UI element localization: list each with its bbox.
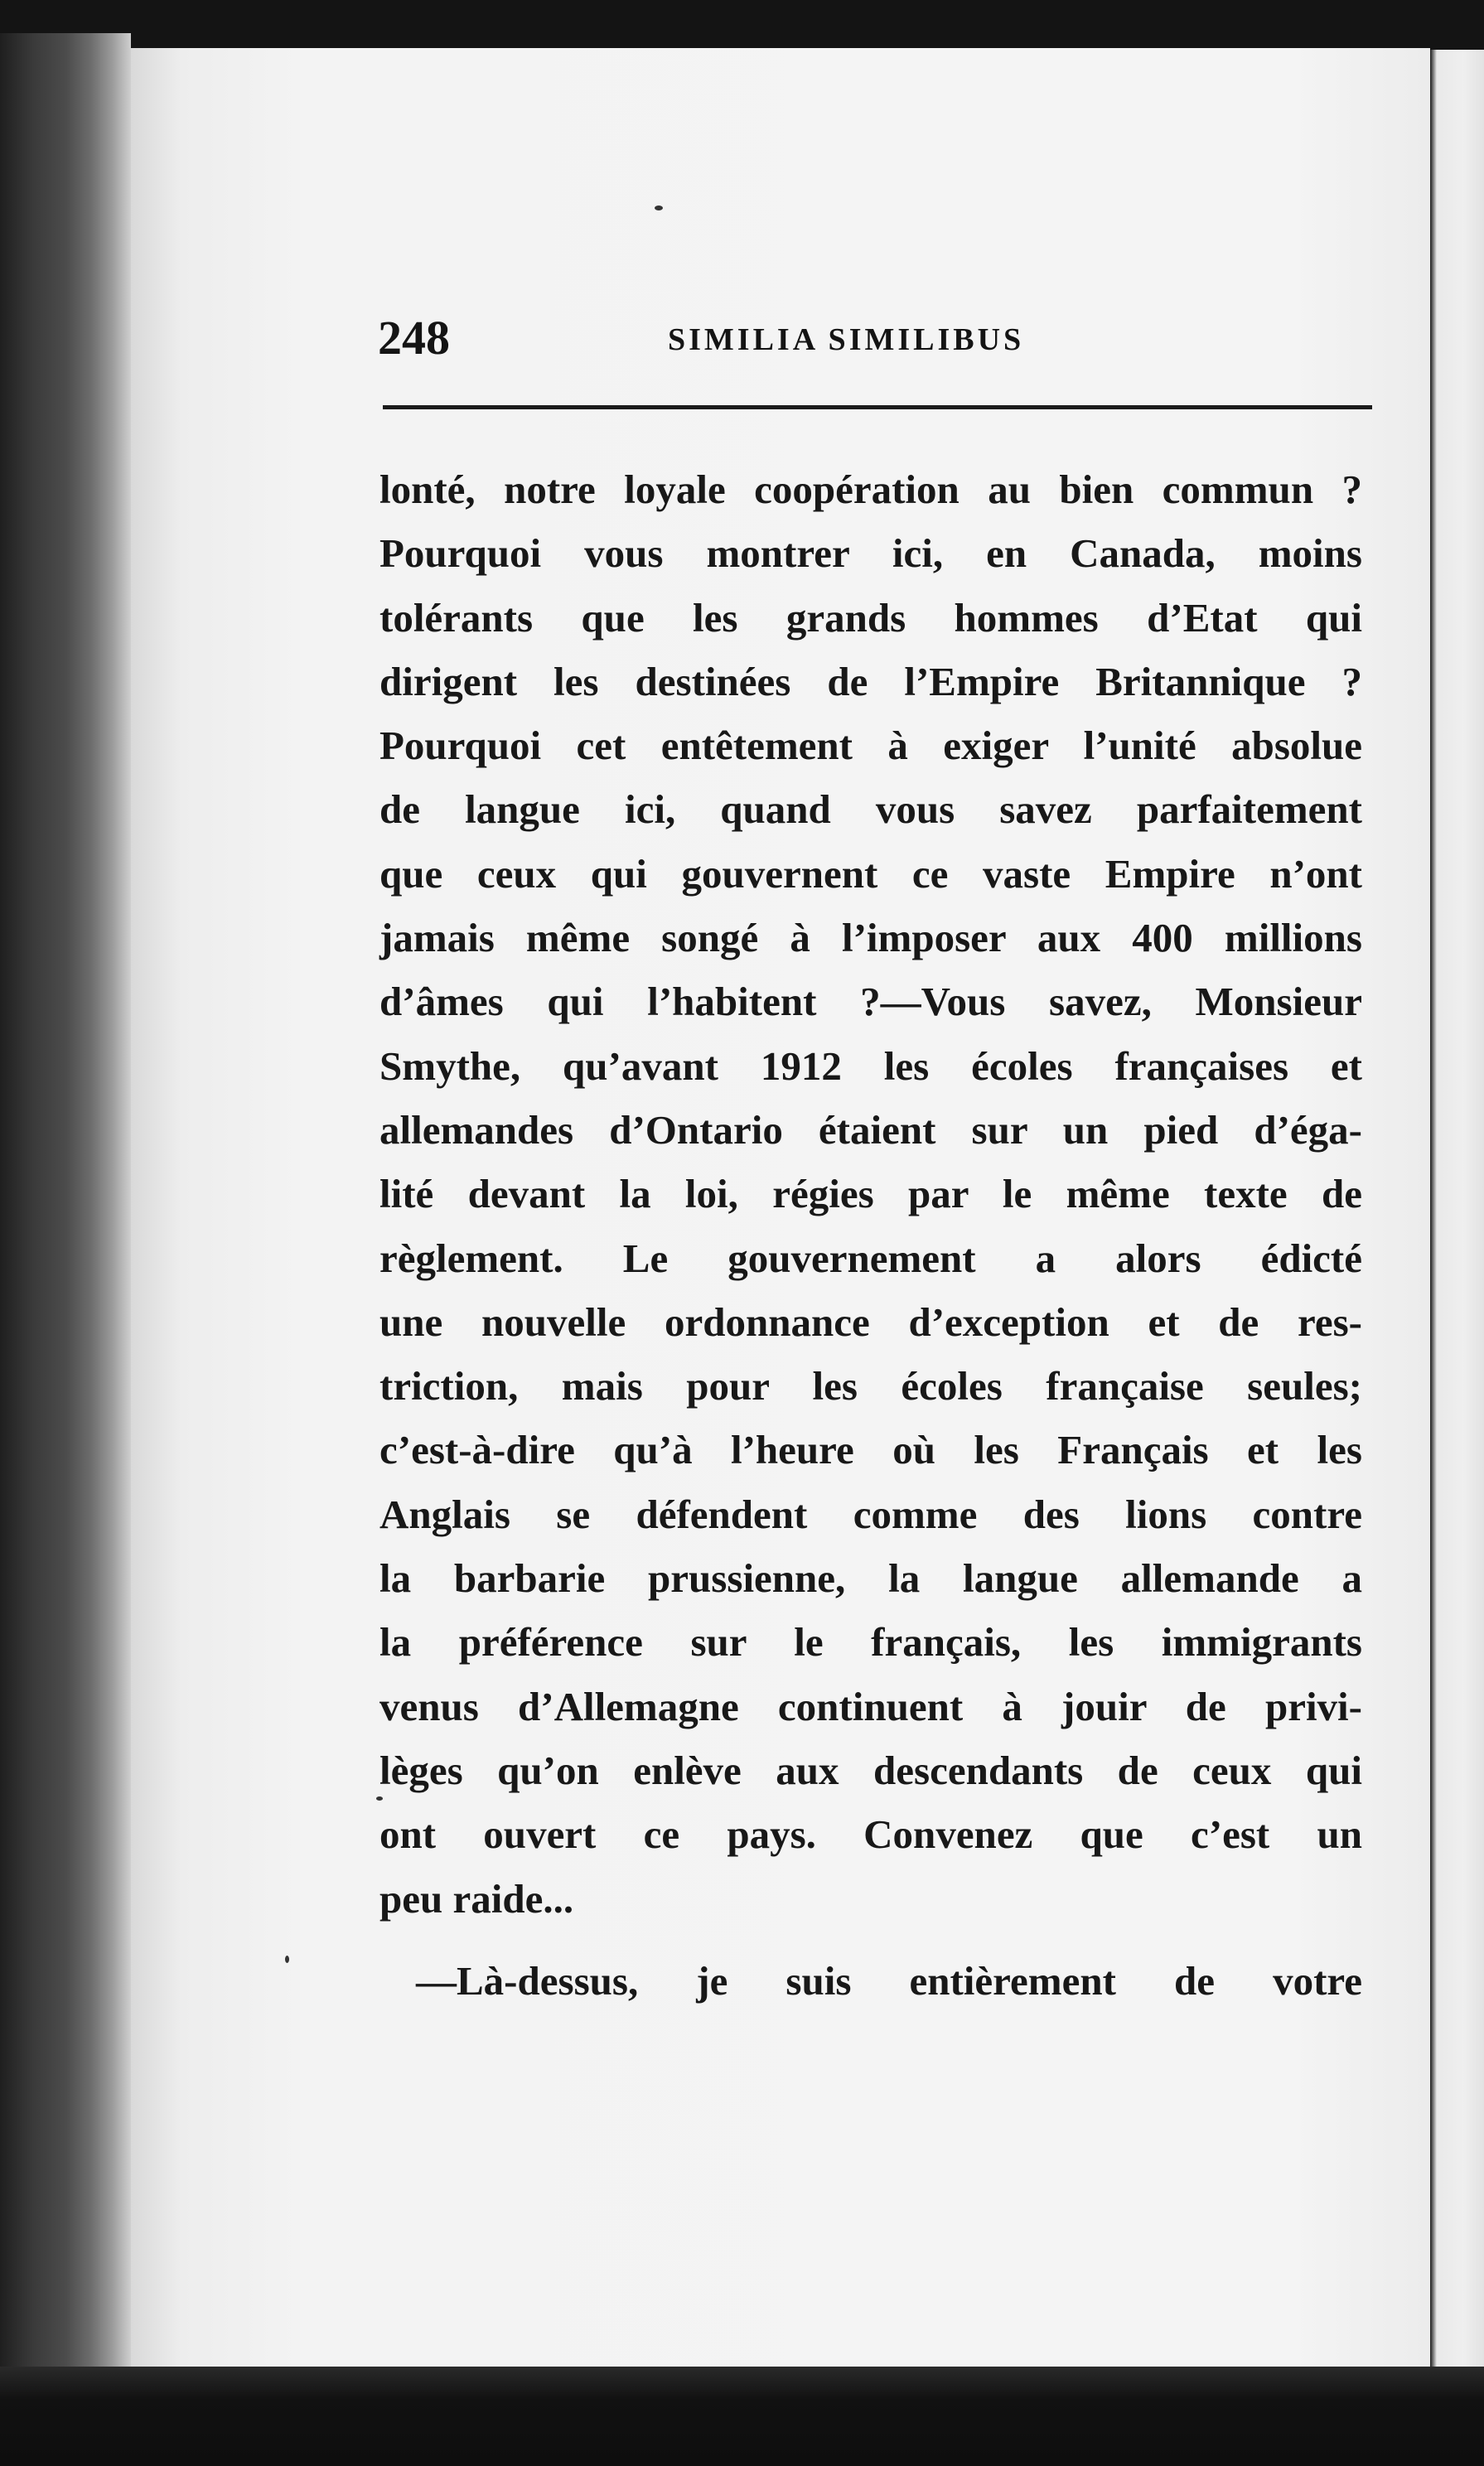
paragraph-gap xyxy=(379,1931,1362,1949)
body-text xyxy=(379,457,1362,2013)
text-line: la préférence sur le français, les immigrants xyxy=(379,1619,1362,1666)
scan-top-border xyxy=(0,0,1484,51)
page-right-edge xyxy=(1430,50,1484,2466)
text-line: c’est-à-dire qu’à l’heure où les Français et les xyxy=(379,1427,1362,1473)
text-line: la barbarie prussienne, la langue allemande a xyxy=(379,1555,1362,1602)
text-line: que ceux qui gouvernent ce vaste Empire n’ont xyxy=(379,850,1362,897)
paragraph xyxy=(379,457,1362,1931)
text-line: jamais même songé à l’imposer aux 400 millions xyxy=(379,915,1362,961)
page-number: 248 xyxy=(378,311,450,365)
text-line: ont ouvert ce pays. Convenez que c’est un xyxy=(379,1811,1362,1858)
text-line: peu raide... xyxy=(379,1875,574,1922)
text-line: Smythe, qu’avant 1912 les écoles françaises et xyxy=(379,1042,1362,1089)
text-line: venus d’Allemagne continuent à jouir de privi- xyxy=(379,1683,1362,1729)
text-line: —Là-dessus, je suis entièrement de votre xyxy=(416,1957,1362,2004)
text-line: tolérants que les grands hommes d’Etat qui xyxy=(379,594,1362,641)
text-line: une nouvelle ordonnance d’exception et de res- xyxy=(379,1298,1362,1345)
text-line: Anglais se défendent comme des lions contre xyxy=(379,1491,1362,1537)
text-line: Pourquoi cet entêtement à exiger l’unité absolue xyxy=(379,723,1362,769)
paragraph xyxy=(379,1949,1362,2013)
header-rule xyxy=(383,405,1372,409)
text-line: de langue ici, quand vous savez parfaitement xyxy=(379,786,1362,833)
scan-bottom-border xyxy=(0,2367,1484,2466)
dust-speck xyxy=(655,206,663,210)
text-line: Pourquoi vous montrer ici, en Canada, moins xyxy=(379,530,1362,577)
text-line: d’âmes qui l’habitent ?—Vous savez, Monsieur xyxy=(379,979,1362,1025)
dust-speck xyxy=(285,1956,289,1963)
text-line: lèges qu’on enlève aux descendants de ceux qui xyxy=(379,1747,1362,1793)
running-title: SIMILIA SIMILIBUS xyxy=(668,322,1025,357)
text-line: lonté, notre loyale coopération au bien commun ? xyxy=(379,467,1362,512)
book-spine-shadow xyxy=(0,33,131,2436)
text-line: dirigent les destinées de l’Empire Britannique ? xyxy=(379,658,1362,704)
text-line: triction, mais pour les écoles française seules; xyxy=(379,1363,1362,1409)
text-line: règlement. Le gouvernement a alors édicté xyxy=(379,1235,1362,1281)
running-head xyxy=(378,305,1372,371)
text-line: allemandes d’Ontario étaient sur un pied d’éga- xyxy=(379,1106,1362,1153)
text-line: lité devant la loi, régies par le même texte de xyxy=(379,1171,1362,1217)
